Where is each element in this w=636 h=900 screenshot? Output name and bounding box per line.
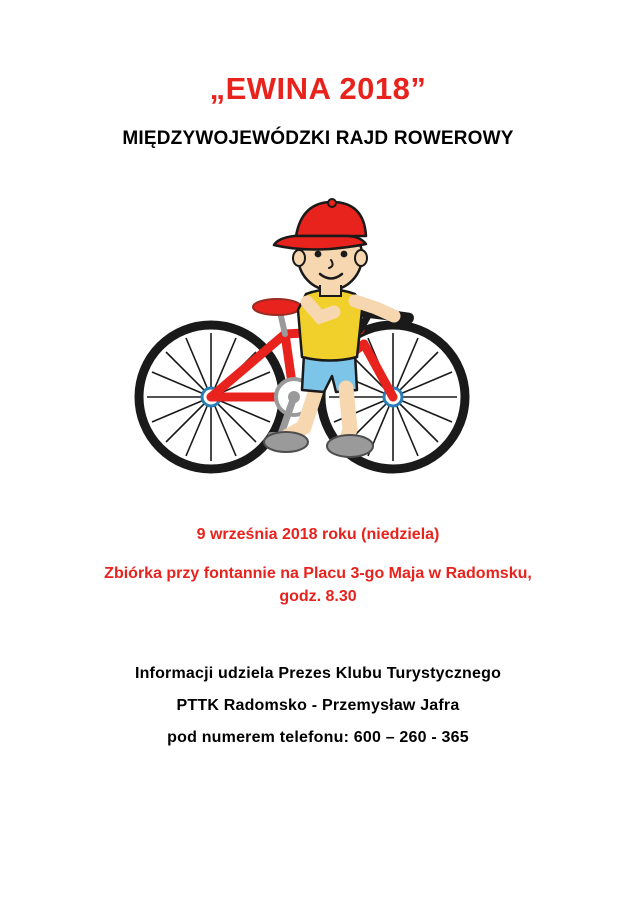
contact-line-2: PTTK Radomsko - Przemysław Jafra [176,697,460,715]
contact-line-1: Informacji udziela Prezes Klubu Turystycznego [134,665,502,683]
page-title: „EWINA 2018” [209,71,427,106]
boy-cap [274,199,366,250]
contact-line-3: pod numerem telefonu: 600 – 260 - 365 [167,729,469,747]
contact-block [135,658,501,754]
illustration-container [108,184,528,484]
page-subtitle: MIĘDZYWOJEWÓDZKI RAJD ROWEROWY [122,128,514,150]
event-date: 9 września 2018 roku (niedziela) [196,526,440,544]
event-location: Zbiórka przy fontannie na Placu 3-go Maja w Radomsku, godz. 8.30 [104,565,532,606]
bicycle-saddle [253,299,301,334]
boy-with-bicycle-illustration [108,184,528,484]
